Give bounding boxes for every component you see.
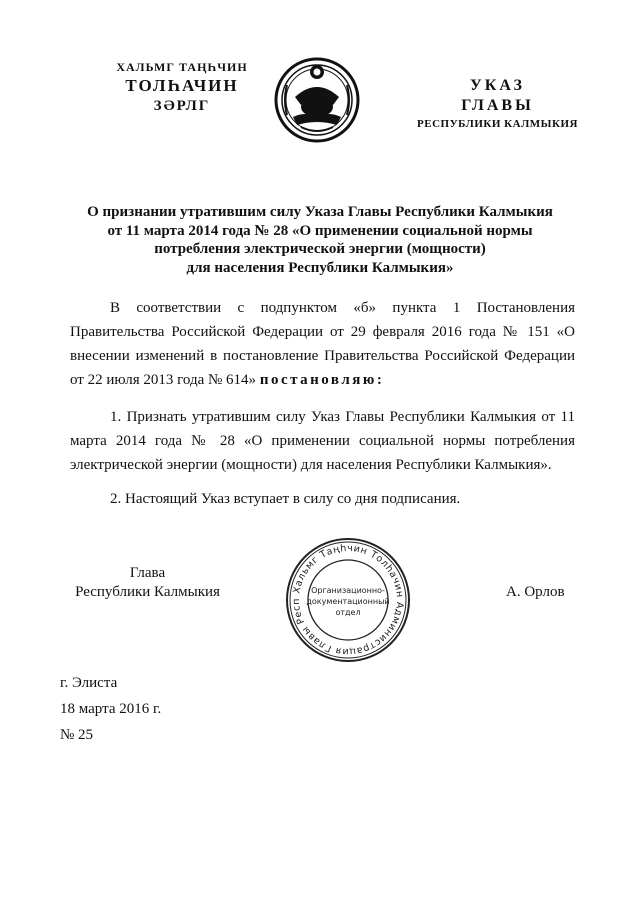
preamble-paragraph	[70, 296, 575, 392]
round-seal-stamp-icon	[283, 535, 413, 665]
stamp-center-line2: документационный	[306, 597, 390, 606]
header-left-line1: ХАЛЬМГ ТАҢҺЧИН	[116, 60, 248, 74]
issue-date: 18 марта 2016 г.	[60, 701, 162, 717]
stamp-center-line1: Организационно-	[311, 586, 385, 595]
title-line: для населения Республики Калмыкия»	[186, 259, 454, 276]
stamp-ring-text: Хальмг Таңһчин Толһачин Администрация Главы Респ	[290, 542, 406, 658]
title-line: потребления электрической энергии (мощности)	[154, 241, 486, 257]
header-right-block	[395, 77, 600, 130]
decree-number: № 25	[60, 727, 94, 743]
signatory-title	[60, 564, 235, 602]
header-right-line2: ГЛАВЫ	[461, 97, 534, 114]
document-footer	[60, 670, 161, 748]
clause-2-paragraph: 2. Настоящий Указ вступает в силу со дня подписания.	[110, 491, 461, 507]
header-right-line3: РЕСПУБЛИКИ КАЛМЫКИЯ	[417, 118, 578, 130]
signatory-title-line2: Республики Калмыкия	[75, 584, 220, 600]
clause-1-paragraph: 1. Признать утратившим силу Указ Главы Республики Калмыкия от 11 марта 2014 года № 28 «О применении социальной нормы потребления электрической энергии (мощности) для населения Республики Калмыкия».	[70, 409, 575, 473]
header-left-line3: ЗӘРЛГ	[153, 98, 211, 114]
title-line: О признании утратившим силу Указа Главы Республики Калмыкия	[87, 204, 553, 220]
header-left-block	[92, 60, 272, 115]
signatory-title-line1: Глава	[129, 565, 166, 581]
place-of-issue: г. Элиста	[60, 675, 118, 691]
title-line: от 11 марта 2014 года № 28 «О применении социальной нормы	[107, 222, 533, 239]
stamp-center-line3: отдел	[335, 608, 361, 617]
header-left-line2: ТОЛҺАЧИН	[125, 76, 239, 95]
coat-of-arms-icon	[273, 55, 361, 145]
signatory-name: А. Орлов	[506, 584, 565, 600]
header-right-line1: УКАЗ	[470, 77, 525, 94]
preamble-text: В соответствии с подпунктом «б» пункта 1 Постановления Правительства Российской Федерации от 29 февраля 2016 года № 151 «О внесении изменений в постановление Правительства Российской Федерации от 22 июля 2013 года № 614»	[70, 300, 575, 388]
document-title	[60, 203, 580, 277]
decree-word: постановляю:	[259, 372, 385, 388]
